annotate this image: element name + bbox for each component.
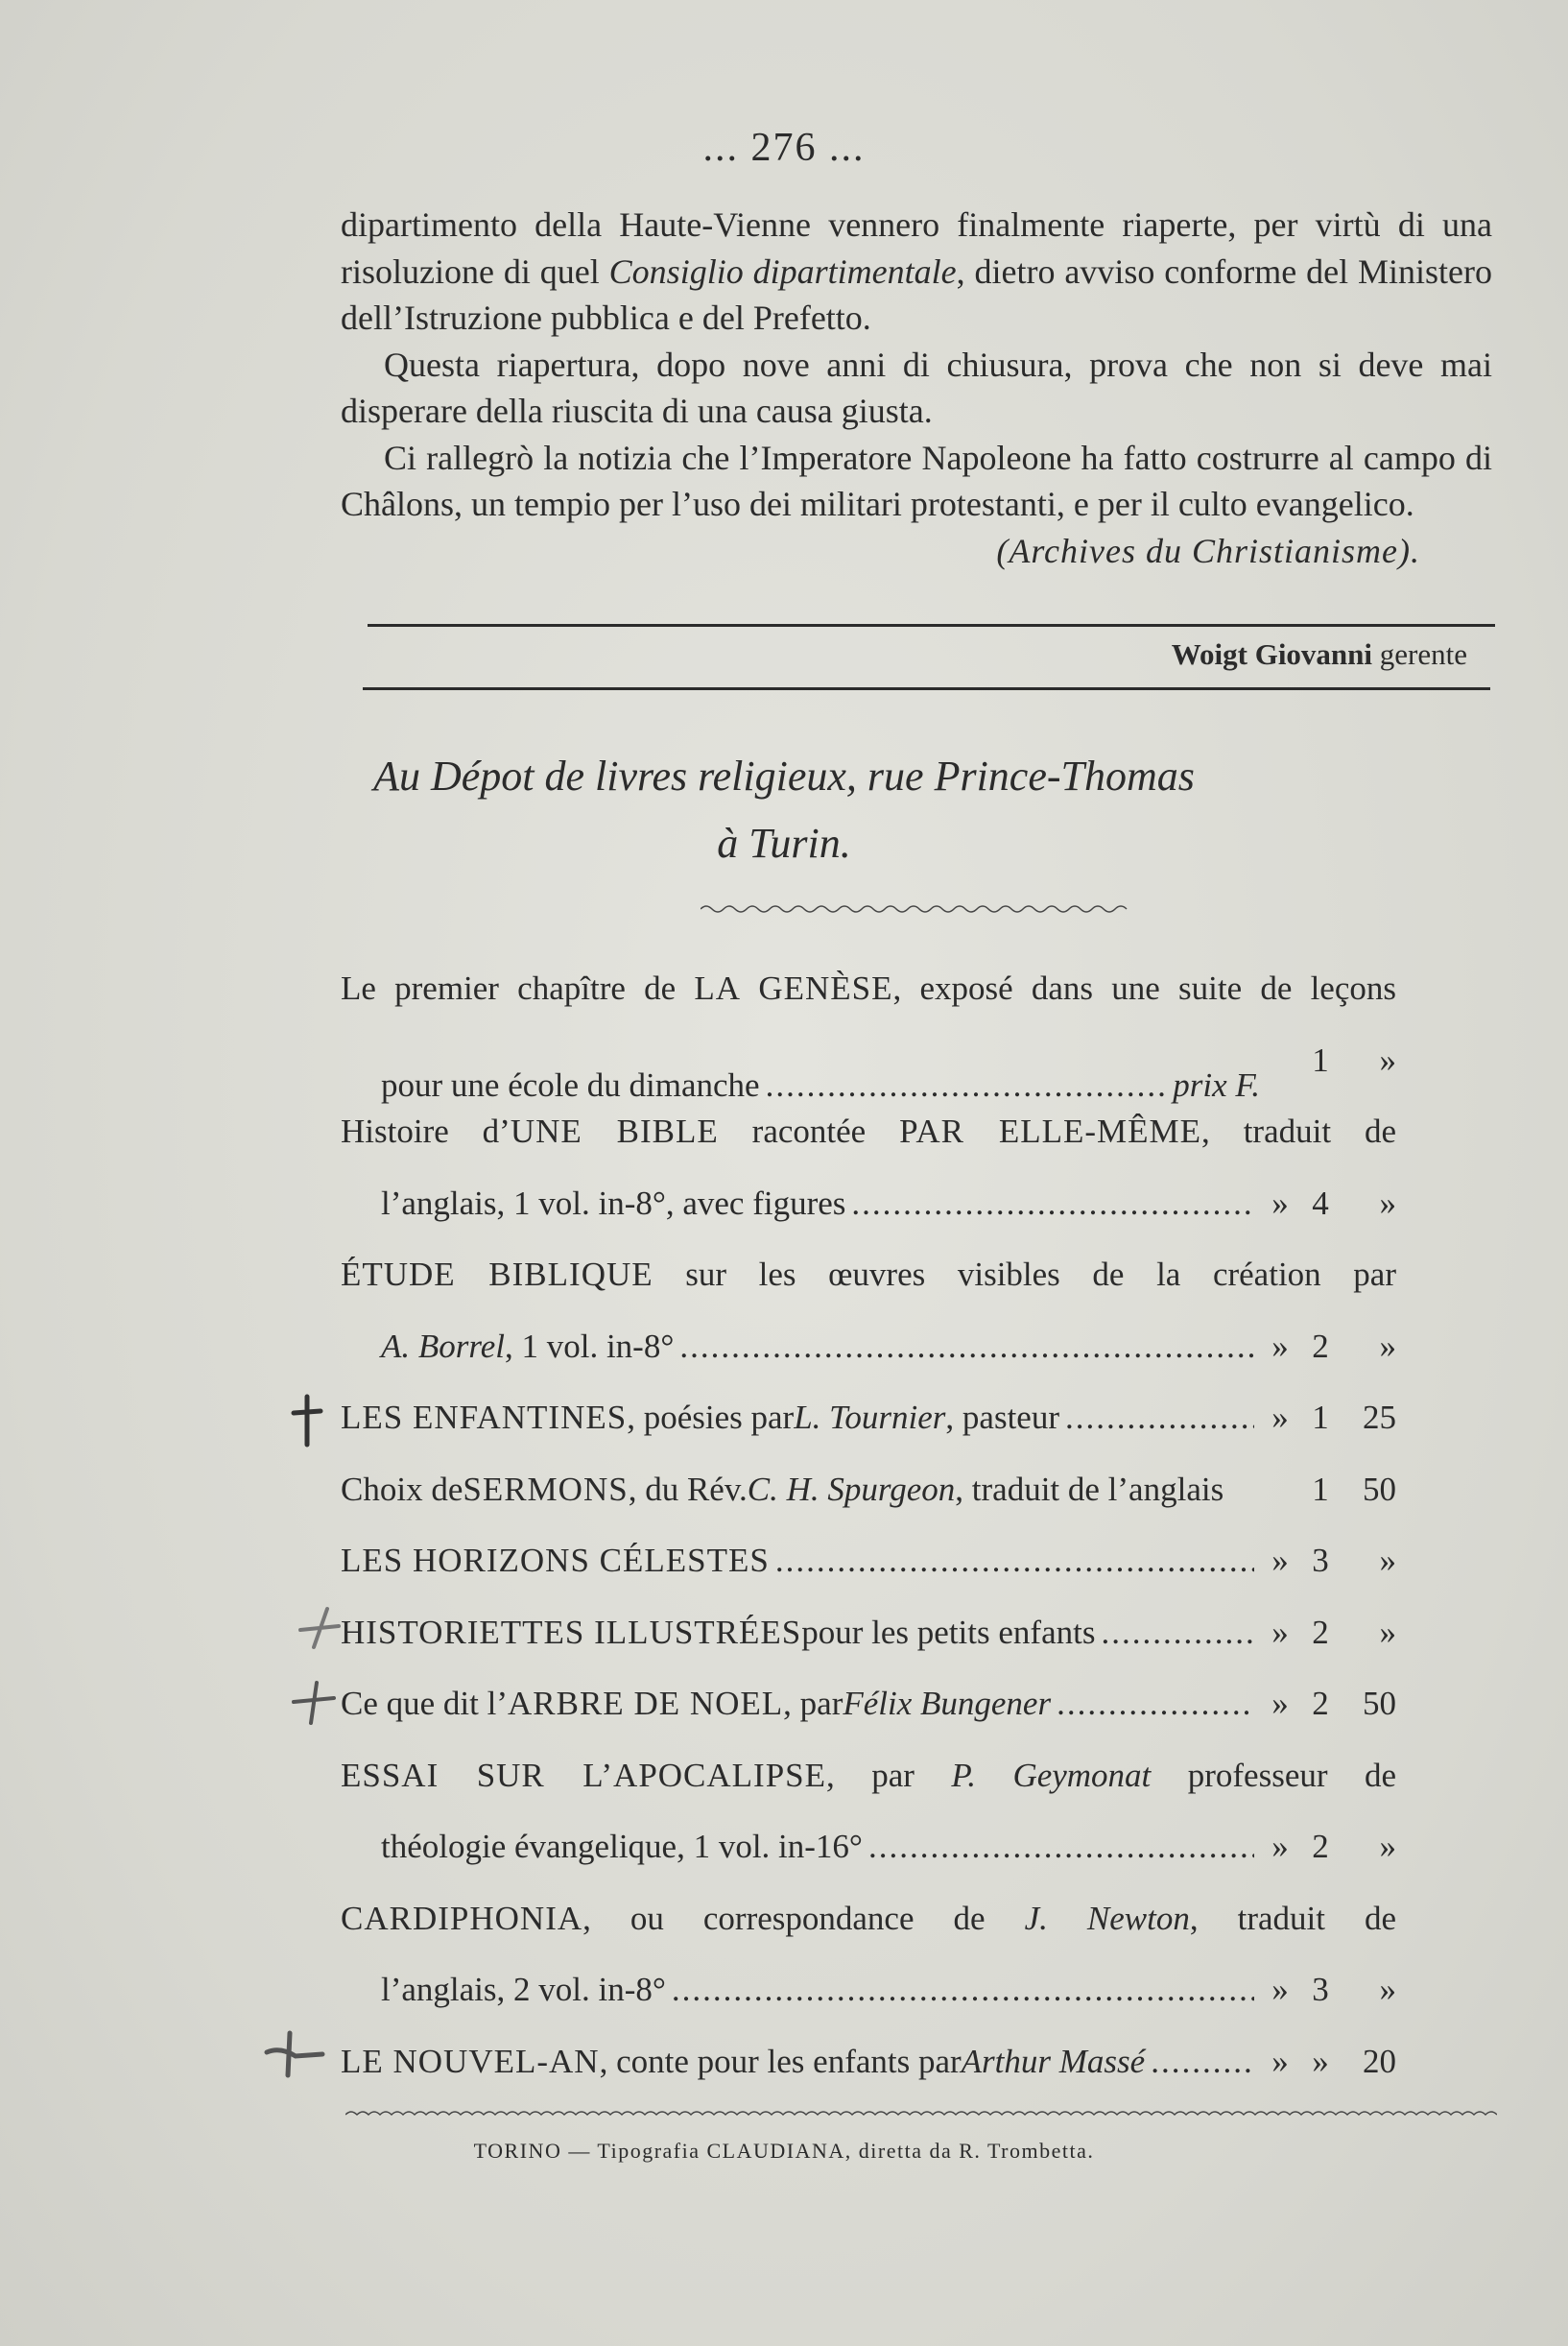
price: » 2 50 [1271,1685,1396,1722]
list-item: LES ENFANTINES , poésies par L. Tournier , pasteur ..... » 1 25 [341,1382,1396,1454]
advert-heading: Au Dépot de livres religieux, rue Prince-Thomas à Turin. [373,753,1195,867]
printer-imprint: TORINO — Tipografia CLAUDIANA, diretta da R. Trombetta. [473,2139,1095,2163]
price: » 2 » [1271,1613,1396,1651]
ornament-wave-top [701,902,1142,916]
price: 1 50 [1312,1470,1396,1508]
list-item: HISTORIETTES ILLUSTRÉES pour les petits enfants ..... » 2 » [341,1597,1396,1669]
ornament-wave-bottom [345,2108,1497,2121]
handwritten-cross-mark [293,1601,345,1654]
paragraph-2: Questa riapertura, dopo nove anni di chiusura, prova che non si deve mai disperare della riuscita di una causa giusta. [341,345,1492,430]
price: » 2 » [1271,1828,1396,1865]
list-item: Ce que dit l’ ARBRE DE NOEL , par Félix Bungener ..... » 2 50 [341,1668,1396,1740]
handwritten-cross-mark [288,1675,341,1728]
price: » 1 25 [1271,1399,1396,1436]
price: » 3 » [1271,1542,1396,1579]
handwritten-cross-mark [261,2025,328,2083]
paragraph-1: dipartimento della Haute-Vienne vennero finalmente riaperte, per virtù di una risoluzione di quel Consiglio dipartimentale, dietro avviso conforme del Ministero dell’Istruzione pubblica e del Prefetto. [341,205,1493,337]
list-item: Le premier chapître de LA GENÈSE, exposé dans une suite de leçons pour une école du dimanche ..... prix F. 1 » [341,953,1396,1096]
list-item: ESSAI SUR L’APOCALIPSE, par P. Geymonat professeur de théologie évangelique, 1 vol. in-16° ..... » 2 » [341,1740,1396,1883]
list-item: LE NOUVEL-AN , conte pour les enfants par Arthur Massé ..... » » 20 [341,2026,1396,2098]
source-citation: (Archives du Christianisme). [996,531,1420,570]
signature: Woigt Giovanni gerente [1171,637,1467,671]
price: » 3 » [1271,1971,1396,2008]
price: » 2 » [1271,1327,1396,1365]
book-list [341,953,1396,2097]
price: » » 20 [1271,2042,1396,2080]
list-item: ÉTUDE BIBLIQUE sur les œuvres visibles de la création par A. Borrel , 1 vol. in-8° ..... » 2 » [341,1239,1396,1382]
list-item: LES HORIZONS CÉLESTES ..... » 3 » [341,1525,1396,1597]
list-item: CARDIPHONIA, ou correspondance de J. Newton, traduit de l’anglais, 2 vol. in-8° ..... » 3 » [341,1883,1396,2026]
article-text [341,202,1492,574]
paragraph-3: Ci rallegrò la notizia che l’Imperatore Napoleone ha fatto costrurre al campo di Châlons, un tempio per l’uso dei militari protestanti, e per il culto evangelico. (Archives du Christianisme). [341,435,1492,528]
handwritten-cross-mark [288,1392,326,1449]
divider-top [368,624,1495,627]
price: » 4 » [1271,1184,1396,1222]
list-item: Histoire d’UNE BIBLE racontée PAR ELLE-MÊME, traduit de l’anglais, 1 vol. in-8°, avec figures ..... » 4 » [341,1096,1396,1239]
divider-bottom [363,687,1490,690]
page-number: ... 276 ... [702,126,866,170]
list-item: Choix de SERMONS , du Rév. C. H. Spurgeon , traduit de l’anglais 1 50 [341,1454,1396,1526]
price: 1 » [1312,1041,1396,1079]
